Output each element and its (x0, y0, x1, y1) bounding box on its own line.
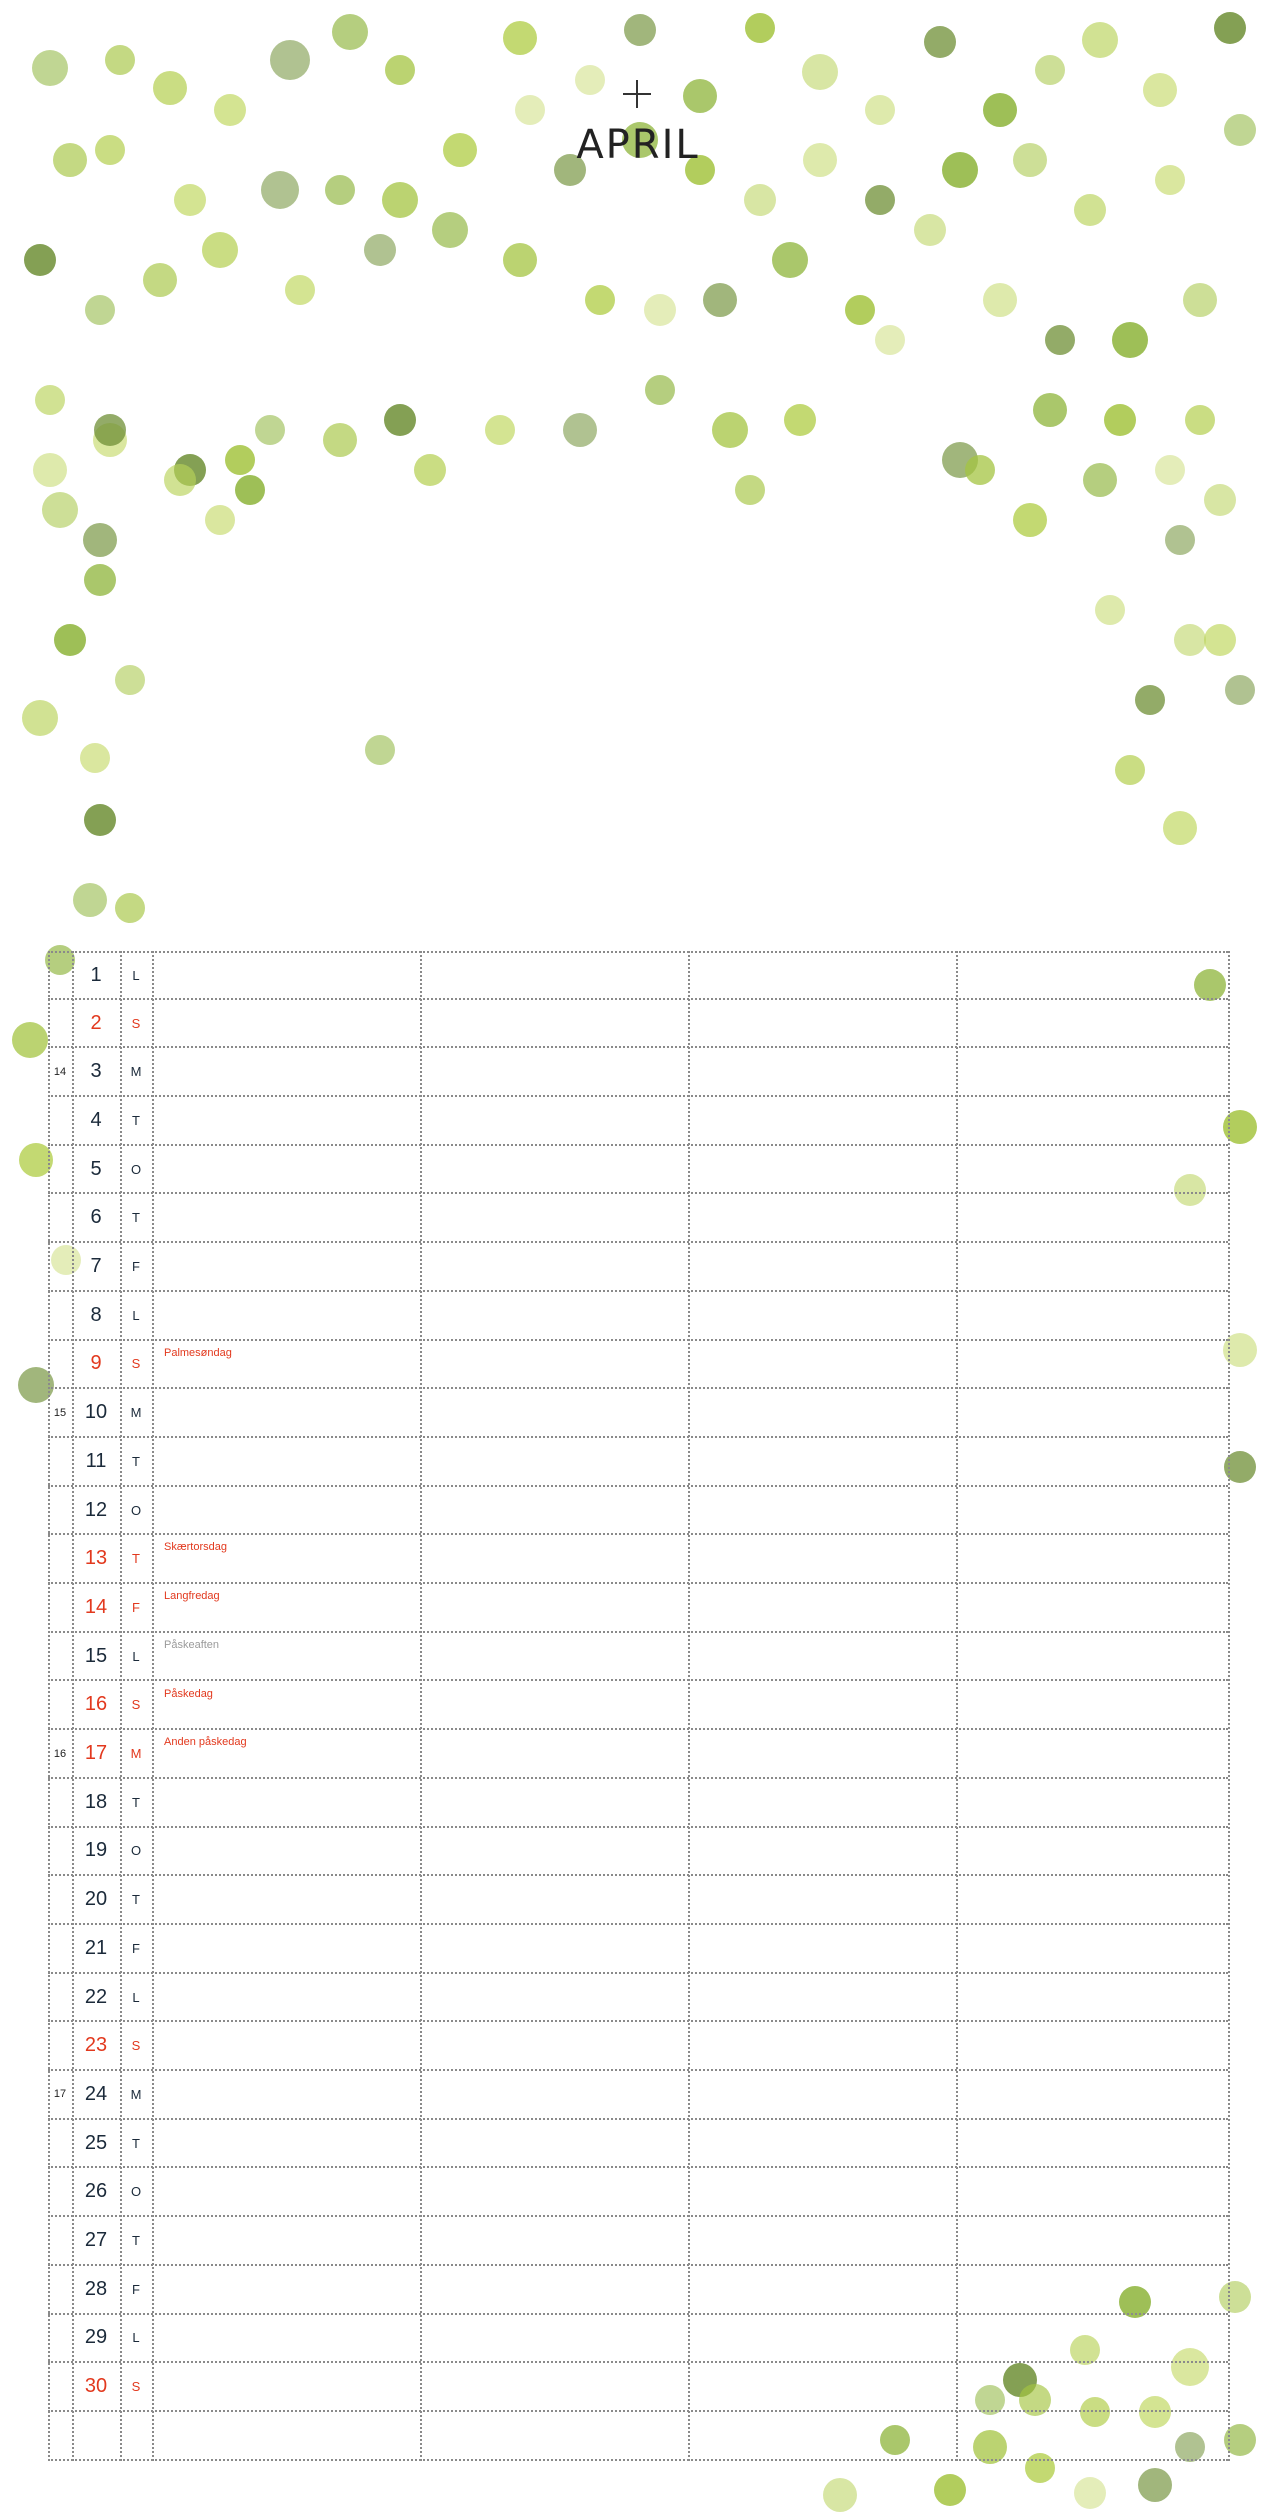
day-number: 5 (90, 1157, 102, 1180)
watercolor-dot (624, 14, 656, 46)
week-number (48, 1292, 72, 1339)
watercolor-dot (845, 295, 875, 325)
calendar-row[interactable] (48, 1389, 1228, 1438)
watercolor-dot (384, 404, 416, 436)
watercolor-dot (563, 413, 597, 447)
watercolor-dot (22, 700, 58, 736)
weekday-letter: S (131, 2379, 141, 2395)
watercolor-dot (865, 95, 895, 125)
weekday-letter: M (130, 2086, 142, 2102)
watercolor-dot (24, 244, 56, 276)
watercolor-dot (1013, 503, 1047, 537)
week-number (48, 2120, 72, 2167)
day-number: 26 (84, 2180, 108, 2203)
day-number: 24 (84, 2082, 108, 2105)
column-divider (420, 951, 422, 2461)
calendar-row[interactable] (48, 1341, 1228, 1390)
watercolor-dot (105, 45, 135, 75)
watercolor-dot (1225, 675, 1255, 705)
weekday-letter: F (132, 1940, 140, 1956)
watercolor-dot (85, 295, 115, 325)
calendar-row[interactable] (48, 2315, 1228, 2364)
watercolor-dot (823, 2478, 857, 2512)
week-number (48, 1828, 72, 1875)
watercolor-dot (1035, 55, 1065, 85)
watercolor-dot (35, 385, 65, 415)
holiday-note: Palmesøndag (164, 1346, 232, 1359)
weekday-letter: L (132, 1648, 140, 1664)
week-number (48, 2266, 72, 2313)
week-number (48, 1341, 72, 1388)
watercolor-dot (703, 283, 737, 317)
watercolor-dot (365, 735, 395, 765)
week-number (48, 1682, 72, 1729)
calendar-row[interactable] (48, 1097, 1228, 1146)
calendar-row[interactable] (48, 1828, 1228, 1877)
calendar-row[interactable] (48, 1438, 1228, 1487)
weekday-letter: L (132, 1989, 140, 2005)
weekday-letter: T (132, 1453, 140, 1469)
day-number: 19 (84, 1839, 108, 1862)
calendar-row[interactable] (48, 1146, 1228, 1195)
day-number: 3 (90, 1060, 102, 1083)
week-number (48, 2412, 72, 2459)
week-number (48, 1779, 72, 1826)
week-number (48, 2363, 72, 2410)
calendar-row[interactable] (48, 1925, 1228, 1974)
calendar-row[interactable] (48, 2120, 1228, 2169)
watercolor-dot (1204, 484, 1236, 516)
day-number: 13 (84, 1547, 108, 1570)
weekday-letter: T (132, 1551, 140, 1567)
watercolor-dot (1155, 455, 1185, 485)
watercolor-dot (745, 13, 775, 43)
watercolor-dot (645, 375, 675, 405)
watercolor-dot (1174, 624, 1206, 656)
day-number: 25 (84, 2131, 108, 2154)
watercolor-dot (1115, 755, 1145, 785)
watercolor-dot (115, 893, 145, 923)
calendar-row[interactable] (48, 1682, 1228, 1731)
weekday-letter: M (130, 1746, 142, 1762)
watercolor-dot (83, 523, 117, 557)
weekday-letter: T (132, 2135, 140, 2151)
watercolor-dot (865, 185, 895, 215)
watercolor-dot (174, 184, 206, 216)
week-number (48, 1974, 72, 2021)
calendar-row[interactable] (48, 2071, 1228, 2120)
day-number: 17 (84, 1742, 108, 1765)
day-number: 11 (85, 1449, 107, 1472)
day-number: 20 (84, 1888, 108, 1911)
day-number: 4 (90, 1108, 102, 1131)
watercolor-dot (1104, 404, 1136, 436)
watercolor-dot (42, 492, 78, 528)
watercolor-dot (385, 55, 415, 85)
week-number (48, 1487, 72, 1534)
watercolor-dot (205, 505, 235, 535)
week-number: 17 (53, 2088, 67, 2101)
calendar-row[interactable] (48, 1584, 1228, 1633)
watercolor-dot (80, 743, 110, 773)
watercolor-dot (115, 665, 145, 695)
calendar-row[interactable] (48, 1535, 1228, 1584)
watercolor-dot (1082, 22, 1118, 58)
calendar-row[interactable] (48, 1292, 1228, 1341)
day-number: 28 (84, 2277, 108, 2300)
calendar-row[interactable] (48, 951, 1228, 1000)
watercolor-dot (1095, 595, 1125, 625)
weekday-letter: S (131, 2038, 141, 2054)
calendar-row[interactable] (48, 2412, 1228, 2461)
weekday-letter: T (132, 1892, 140, 1908)
watercolor-dot (1074, 2477, 1106, 2509)
watercolor-dot (1074, 194, 1106, 226)
calendar-grid (48, 951, 1228, 2461)
watercolor-dot (323, 423, 357, 457)
calendar-row[interactable] (48, 1243, 1228, 1292)
watercolor-dot (285, 275, 315, 305)
month-title: APRIL (576, 122, 700, 168)
weekday-letter: O (130, 2184, 142, 2200)
week-number (48, 2169, 72, 2216)
watercolor-dot (575, 65, 605, 95)
column-divider (72, 951, 74, 2461)
week-number: 14 (53, 1065, 67, 1078)
calendar-row[interactable] (48, 1487, 1228, 1536)
weekday-letter: T (132, 1210, 140, 1226)
day-number: 12 (84, 1498, 108, 1521)
watercolor-dot (1138, 2468, 1172, 2502)
watercolor-dot (164, 464, 196, 496)
calendar-row[interactable] (48, 2169, 1228, 2218)
weekday-letter: S (131, 1697, 141, 1713)
holiday-note: Anden påskedag (164, 1736, 247, 1749)
day-number: 15 (84, 1644, 108, 1667)
column-divider (120, 951, 122, 2461)
watercolor-dot (364, 234, 396, 266)
day-number: 9 (90, 1352, 102, 1375)
watercolor-dot (270, 40, 310, 80)
watercolor-dot (644, 294, 676, 326)
watercolor-dot (503, 243, 537, 277)
watercolor-dot (983, 283, 1017, 317)
watercolor-dot (143, 263, 177, 297)
watercolor-dot (153, 71, 187, 105)
watercolor-dot (503, 21, 537, 55)
weekday-letter: T (132, 1112, 140, 1128)
watercolor-dot (914, 214, 946, 246)
watercolor-dot (924, 26, 956, 58)
week-number (48, 1876, 72, 1923)
watercolor-dot (515, 95, 545, 125)
watercolor-dot (1143, 73, 1177, 107)
calendar-row[interactable] (48, 2363, 1228, 2412)
column-divider (1228, 951, 1230, 2461)
weekday-letter: F (132, 1259, 140, 1275)
day-number: 30 (84, 2375, 108, 2398)
week-number (48, 2217, 72, 2264)
watercolor-dot (1165, 525, 1195, 555)
watercolor-dot (73, 883, 107, 917)
watercolor-dot (1214, 12, 1246, 44)
day-number: 8 (90, 1303, 102, 1326)
week-number (48, 1000, 72, 1047)
day-number: 10 (84, 1401, 108, 1424)
day-number: 14 (84, 1595, 108, 1618)
watercolor-dot (772, 242, 808, 278)
watercolor-dot (965, 455, 995, 485)
watercolor-dot (1135, 685, 1165, 715)
watercolor-dot (261, 171, 299, 209)
watercolor-dot (33, 453, 67, 487)
day-number: 6 (90, 1206, 102, 1229)
watercolor-dot (712, 412, 748, 448)
watercolor-dot (802, 54, 838, 90)
watercolor-dot (325, 175, 355, 205)
watercolor-dot (1155, 165, 1185, 195)
watercolor-dot (54, 624, 86, 656)
week-number (48, 1438, 72, 1485)
weekday-letter: S (131, 1015, 141, 1031)
calendar-row[interactable] (48, 2022, 1228, 2071)
week-number (48, 1584, 72, 1631)
watercolor-dot (235, 475, 265, 505)
calendar-row[interactable] (48, 2217, 1228, 2266)
calendar-row[interactable] (48, 1195, 1228, 1244)
week-number (48, 1633, 72, 1680)
calendar-row[interactable] (48, 1974, 1228, 2023)
day-number: 27 (84, 2229, 108, 2252)
day-number: 21 (84, 1936, 108, 1959)
weekday-letter: O (130, 1502, 142, 1518)
calendar-row[interactable] (48, 1000, 1228, 1049)
week-number (48, 953, 72, 998)
watercolor-dot (485, 415, 515, 445)
weekday-letter (120, 2412, 152, 2459)
weekday-letter: F (132, 2281, 140, 2297)
day-number: 7 (90, 1255, 102, 1278)
watercolor-dot (585, 285, 615, 315)
weekday-letter: L (132, 1307, 140, 1323)
watercolor-dot (382, 182, 418, 218)
watercolor-dot (1045, 325, 1075, 355)
week-number (48, 1535, 72, 1582)
day-number: 23 (84, 2034, 108, 2057)
watercolor-dot (84, 804, 116, 836)
calendar-row[interactable] (48, 1779, 1228, 1828)
watercolor-dot (1163, 811, 1197, 845)
watercolor-dot (934, 2474, 966, 2506)
watercolor-dot (12, 1022, 48, 1058)
column-divider (688, 951, 690, 2461)
watercolor-dot (744, 184, 776, 216)
watercolor-dot (432, 212, 468, 248)
holiday-note: Påskedag (164, 1687, 213, 1700)
day-number: 22 (84, 1985, 108, 2008)
calendar-row[interactable] (48, 2266, 1228, 2315)
day-number: 29 (84, 2326, 108, 2349)
week-number (48, 1097, 72, 1144)
week-number (48, 1146, 72, 1193)
holiday-note: Påskeaften (164, 1638, 220, 1651)
weekday-letter: O (130, 1843, 142, 1859)
watercolor-dot (84, 564, 116, 596)
watercolor-dot (875, 325, 905, 355)
watercolor-dot (735, 475, 765, 505)
watercolor-dot (784, 404, 816, 436)
weekday-letter: O (130, 1161, 142, 1177)
weekday-letter: T (132, 1794, 140, 1810)
week-number (48, 2022, 72, 2069)
watercolor-dot (94, 414, 126, 446)
day-number: 18 (84, 1790, 108, 1813)
week-number: 16 (53, 1747, 67, 1760)
weekday-letter: L (132, 967, 140, 983)
watercolor-dot (32, 50, 68, 86)
watercolor-dot (1183, 283, 1217, 317)
watercolor-dot (1033, 393, 1067, 427)
weekday-letter: M (130, 1405, 142, 1421)
day-number: 1 (90, 963, 102, 986)
calendar-row[interactable] (48, 1633, 1228, 1682)
calendar-row[interactable] (48, 1048, 1228, 1097)
week-number (48, 1925, 72, 1972)
watercolor-dot (255, 415, 285, 445)
watercolor-dot (225, 445, 255, 475)
holiday-note: Skærtorsdag (164, 1541, 227, 1554)
column-divider (956, 951, 958, 2461)
weekday-letter: L (132, 2330, 140, 2346)
watercolor-dot (332, 14, 368, 50)
watercolor-dot (683, 79, 717, 113)
day-number (72, 2412, 120, 2459)
week-number (48, 2315, 72, 2362)
watercolor-dot (1083, 463, 1117, 497)
watercolor-dot (1185, 405, 1215, 435)
weekday-letter: S (131, 1356, 141, 1372)
weekday-letter: T (132, 2233, 140, 2249)
watercolor-dot (1112, 322, 1148, 358)
column-divider (152, 951, 154, 2461)
day-number: 16 (84, 1693, 108, 1716)
day-number: 2 (90, 1011, 102, 1034)
holiday-note: Langfredag (164, 1590, 220, 1603)
watercolor-dot (414, 454, 446, 486)
weekday-letter: F (132, 1599, 140, 1615)
calendar-row[interactable] (48, 1876, 1228, 1925)
watercolor-dot (1204, 624, 1236, 656)
week-number: 15 (53, 1406, 67, 1419)
plus-icon (623, 80, 651, 108)
week-number (48, 1195, 72, 1242)
calendar-row[interactable] (48, 1730, 1228, 1779)
weekday-letter: M (130, 1064, 142, 1080)
watercolor-dot (202, 232, 238, 268)
column-divider (48, 951, 50, 2461)
week-number (48, 1243, 72, 1290)
